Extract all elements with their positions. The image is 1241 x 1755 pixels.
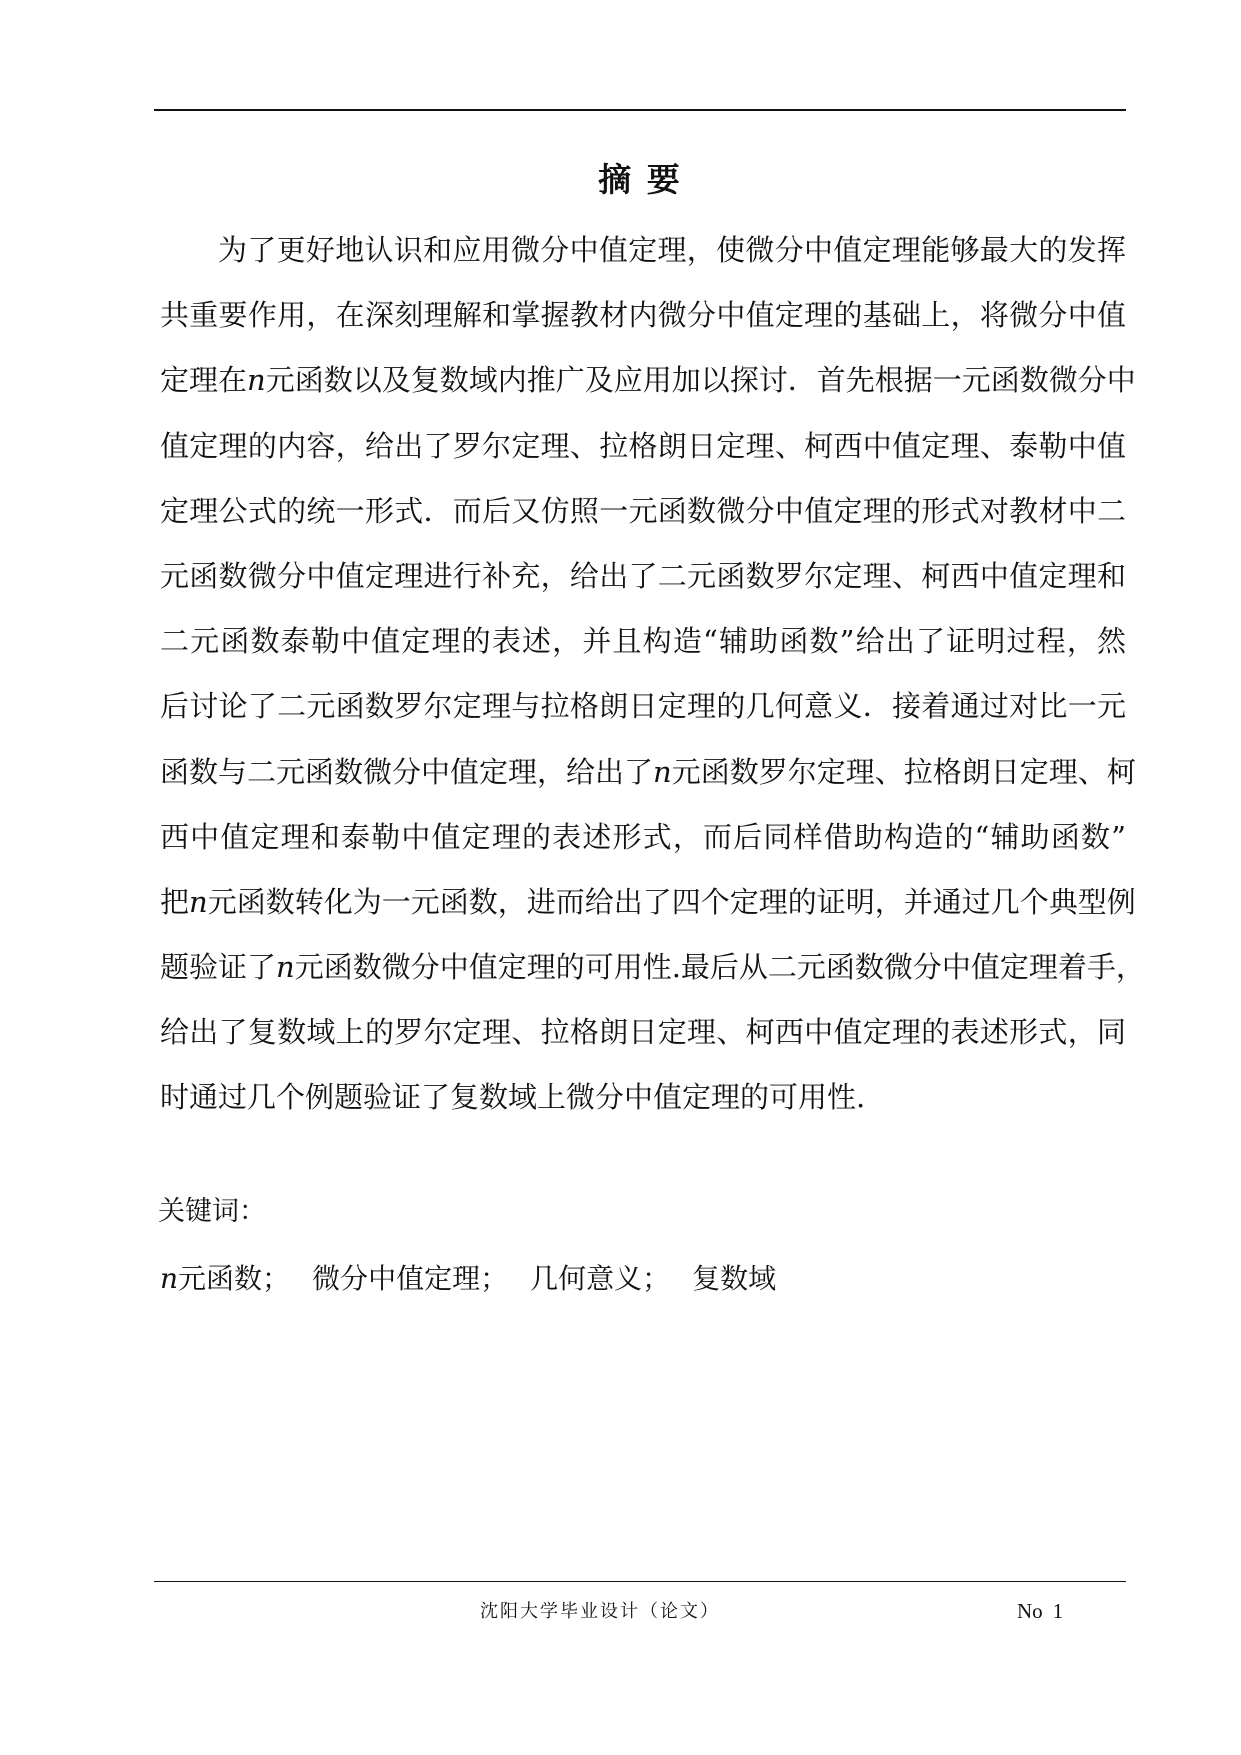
abstract-line: 定理公式的统一形式．而后又仿照一元函数微分中值定理的形式对教材中二 — [160, 493, 1126, 528]
abstract-body — [160, 218, 1145, 1131]
page-number — [1017, 1597, 1063, 1625]
header-rule — [154, 109, 1126, 111]
keyword-item: 几何意义； — [530, 1262, 671, 1295]
abstract-line: 共重要作用，在深刻理解和掌握教材内微分中值定理的基础上，将微分中值 — [160, 298, 1126, 333]
abstract-line: 给出了复数域上的罗尔定理、拉格朗日定理、柯西中值定理的表述形式，同 — [160, 1015, 1126, 1050]
page-label: No — [1017, 1599, 1043, 1623]
abstract-title: 摘 要 — [598, 160, 682, 199]
keyword-item: 复数域 — [692, 1262, 777, 1295]
abstract-line: 后讨论了二元函数罗尔定理与拉格朗日定理的几何意义．接着通过对比一元 — [160, 689, 1126, 724]
abstract-line: 时通过几个例题验证了复数域上微分中值定理的可用性. — [160, 1080, 866, 1115]
keywords-label: 关键词： — [158, 1196, 266, 1227]
abstract-line: 定理在n元函数以及复数域内推广及应用加以探讨．首先根据一元函数微分中 — [160, 363, 1136, 398]
abstract-line: 题验证了n元函数微分中值定理的可用性.最后从二元函数微分中值定理着手， — [160, 950, 1145, 985]
abstract-line: 元函数微分中值定理进行补充，给出了二元函数罗尔定理、柯西中值定理和 — [160, 558, 1126, 593]
page-number-value: 1 — [1052, 1599, 1064, 1623]
footer-rule — [154, 1581, 1126, 1582]
abstract-line: 为了更好地认识和应用微分中值定理，使微分中值定理能够最大的发挥 — [218, 233, 1126, 267]
abstract-line: 二元函数泰勒中值定理的表述，并且构造“辅助函数”给出了证明过程，然 — [160, 624, 1126, 659]
abstract-line: 值定理的内容，给出了罗尔定理、拉格朗日定理、柯西中值定理、泰勒中值 — [160, 428, 1126, 463]
abstract-line: 函数与二元函数微分中值定理，给出了n元函数罗尔定理、拉格朗日定理、柯 — [160, 754, 1136, 789]
keywords-list — [160, 1259, 798, 1299]
footer-title: 沈阳大学毕业设计（论文） — [480, 1601, 720, 1622]
abstract-line: 把n元函数转化为一元函数，进而给出了四个定理的证明，并通过几个典型例 — [160, 884, 1136, 919]
keyword-item: n元函数； — [160, 1262, 291, 1295]
abstract-line: 西中值定理和泰勒中值定理的表述形式，而后同样借助构造的“辅助函数” — [160, 819, 1126, 854]
keyword-item: 微分中值定理； — [312, 1262, 509, 1295]
